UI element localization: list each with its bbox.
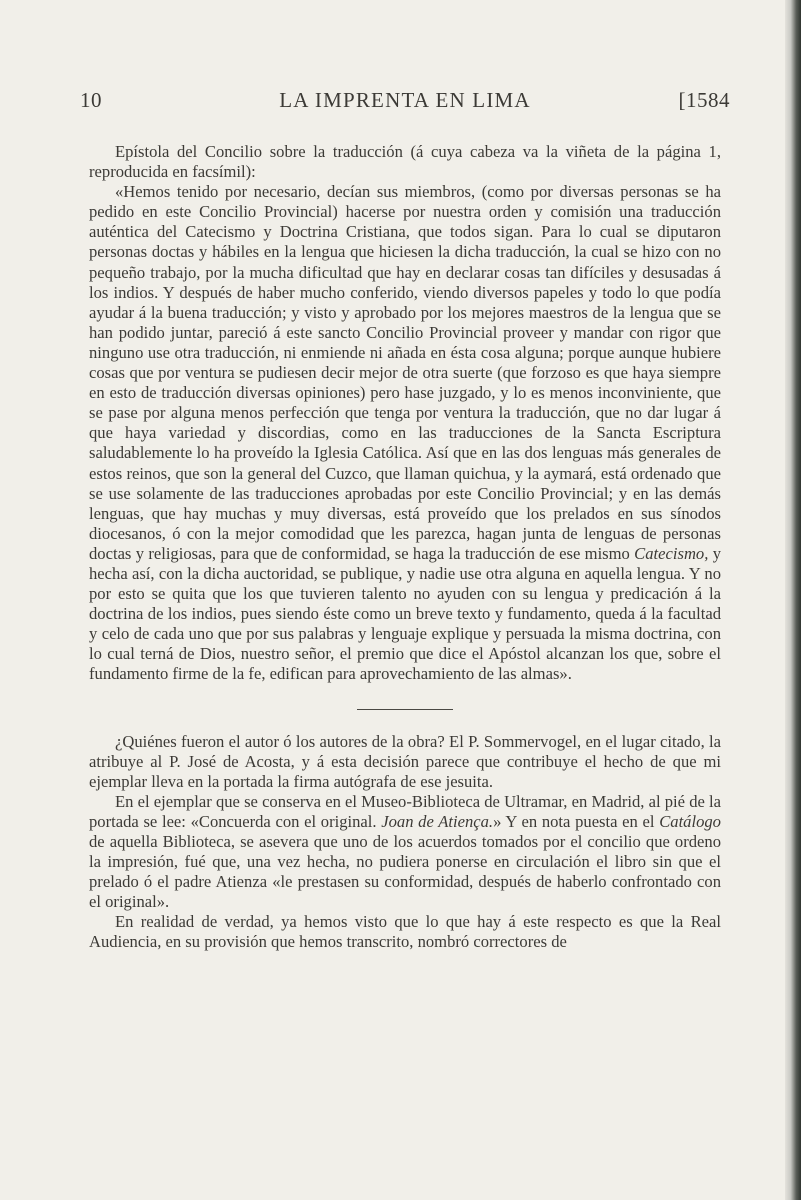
italic-catecismo: Catecismo,: [634, 543, 709, 563]
body-text: [89, 142, 721, 953]
section-divider: [357, 709, 453, 710]
italic-catalogo: Catálogo: [659, 811, 721, 831]
running-head: [80, 88, 730, 122]
italic-signature: Joan de Atiença.: [381, 811, 494, 831]
running-title: LA IMPRENTA EN LIMA: [279, 88, 531, 112]
paragraph-museo-biblioteca: En el ejemplar que se conserva en el Museo-Biblioteca de Ultramar, en Madrid, al pié de la portada se lee: «Concuerda con el original. Joan de Atiença.» Y en nota puesta en el Catálogo de aquella Biblioteca, se asevera que uno de los acuerdos tomados por el concilio que ordeno la impresión, fué que, una vez hecha, no pudiera ponerse en circulación el libro sin que el prelado ó el padre Atienza «le prestasen su conformidad, después de haberlo confrontado con el original».: [89, 791, 721, 912]
page-edge-shadow: [785, 0, 801, 1200]
paragraph-real-audiencia: En realidad de verdad, ya hemos visto que lo que hay á este respecto es que la Real Audiencia, en su provisión que hemos transcrito, nombró correctores de: [89, 912, 721, 952]
page-number: 10: [80, 88, 102, 112]
paragraph-authorship: ¿Quiénes fueron el autor ó los autores de la obra? El P. Sommervogel, en el lugar citado, la atribuye al P. José de Acosta, y á esta decisión parece que contribuye el hecho de que mi ejemplar lleva en la portada la firma autógrafa de ese jesuita.: [89, 731, 721, 791]
paragraph-quotation: «Hemos tenido por necesario, decían sus miembros, (como por diversas personas se ha pedido en este Concilio Provincial) hacerse por nuestra orden y comisión una traducción auténtica del Catecismo y Doctrina Cristiana, que todos sigan. Para lo cual se diputaron personas doctas y hábiles en la lengua que hiciesen la dicha traducción, la cual se hizo con no pequeño trabajo, por la mucha dificultad que hay en declarar cosas tan difíciles y desusadas á los indios. Y después de haber mucho conferido, viendo diversos papeles y todo lo que podía ayudar á la buena traducción; y visto y aprobado por los mejores maestros de la lengua que se han podido juntar, pareció á este sancto Concilio Provincial proveer y mandar con rigor que ninguno use otra traducción, ni enmiende ni añada en ésta cosa alguna; porque aunque hubiere cosas que por ventura se pudiesen decir mejor de otra suerte (que forzoso es que haya siempre en esto de traducción diversas opiniones) pero hase juzgado, y lo es menos inconviniente, que se pase por alguna menos perfección que tenga por ventura la traducción, que no dar lugar á que haya variedad y discordias, como en las traducciones de la Sancta Escriptura saludablemente lo ha proveído la Iglesia Católica. Así que en las dos lenguas más generales de estos reinos, que son la general del Cuzco, que llaman quichua, y la aymará, está ordenado que se use solamente de las traducciones aprobadas por este Concilio Provincial; y en las demás lenguas, que hay muchas y muy diversas, está proveído que los prelados en sus sínodos diocesanos, ó con la mejor comodidad que les parezca, hagan junta de lenguas de personas doctas y religiosas, para que de conformidad, se haga la traducción de ese mismo Catecismo, y hecha así, con la dicha auctoridad, se publique, y nadie use otra alguna en aquella lengua. Y no por esto se quita que los que tuvieren talento no ayuden con su lengua y predicación á la doctrina de los indios, pues siendo éste como un breve texto y fundamento, queda á la facultad y celo de cada uno que por sus palabras y lenguaje explique y persuada la misma doctrina, con lo cual terná de Dios, nuestro señor, el premio que dice el Apóstol alcanzan los que, sobre el fundamento firme de la fe, edifican para aprovechamiento de las almas».: [89, 182, 721, 684]
paragraph-epistola-intro: Epístola del Concilio sobre la traducción (á cuya cabeza va la viñeta de la página 1, reproducida en facsímil):: [89, 142, 721, 182]
year-marker: [1584: [678, 88, 730, 112]
